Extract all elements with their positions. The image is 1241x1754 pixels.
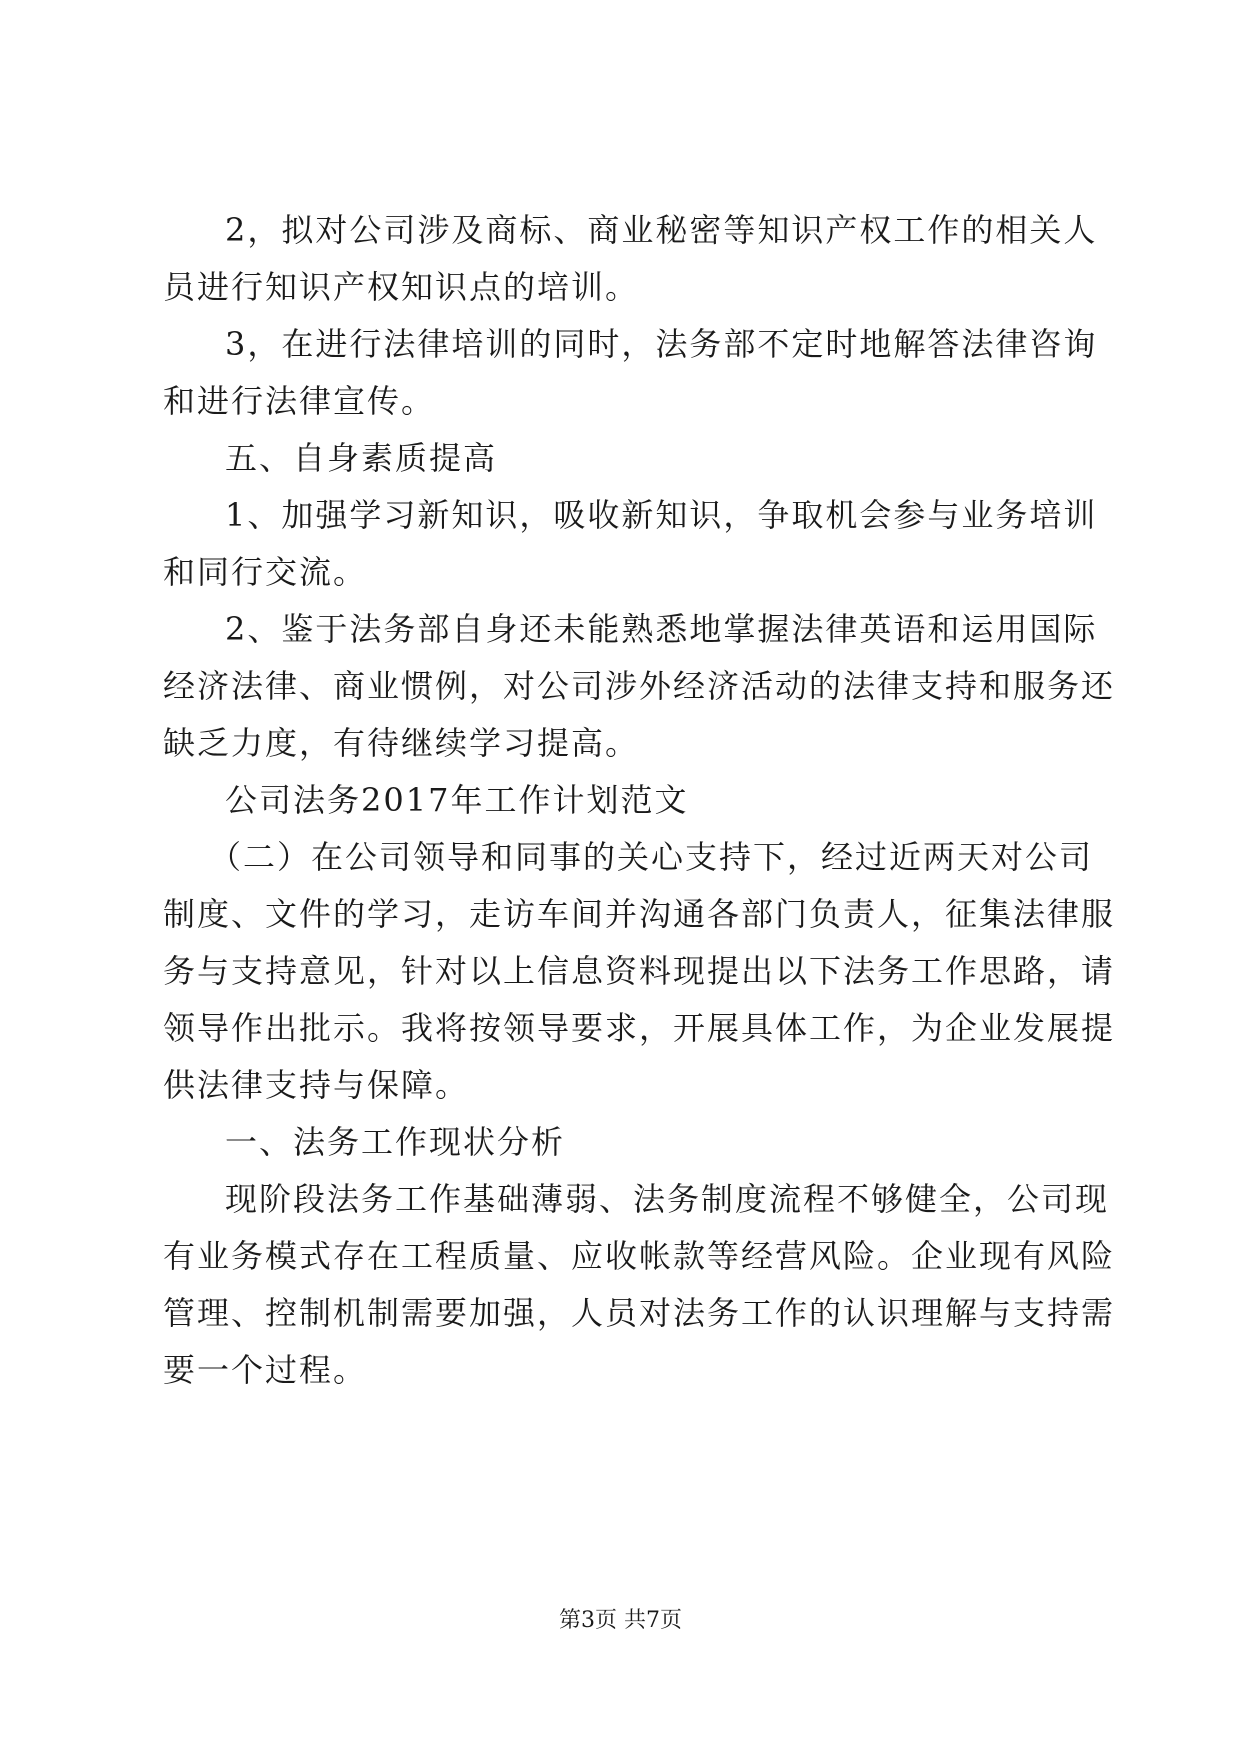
paragraph-line: 有业务模式存在工程质量、应收帐款等经营风险。企业现有风险 [163,1237,1116,1275]
paragraph-line: 缺乏力度，有待继续学习提高。 [163,724,640,762]
paragraph-line: 现阶段法务工作基础薄弱、法务制度流程不够健全，公司现 [225,1180,1110,1218]
document-subtitle: 公司法务2017年工作计划范文 [225,781,689,819]
page-number: 第3页 共7页 [559,1608,682,1633]
paragraph-line: 2、鉴于法务部自身还未能熟悉地掌握法律英语和运用国际 [225,610,1098,648]
paragraph-line: 2，拟对公司涉及商标、商业秘密等知识产权工作的相关人 [225,211,1098,249]
paragraph-line: 要一个过程。 [163,1351,368,1389]
paragraph-line: 1、加强学习新知识，吸收新知识，争取机会参与业务培训 [225,496,1098,534]
paragraph-line: 管理、控制机制需要加强，人员对法务工作的认识理解与支持需 [163,1294,1116,1332]
paragraph-line: 务与支持意见，针对以上信息资料现提出以下法务工作思路，请 [163,952,1116,990]
paragraph-line: 和进行法律宣传。 [163,382,436,420]
section-heading: 五、自身素质提高 [225,439,498,477]
paragraph-line: 制度、文件的学习，走访车间并沟通各部门负责人，征集法律服 [163,895,1116,933]
paragraph-line: 经济法律、商业惯例，对公司涉外经济活动的法律支持和服务还 [163,667,1116,705]
paragraph-line: 3，在进行法律培训的同时，法务部不定时地解答法律咨询 [225,325,1098,363]
paragraph-line: 供法律支持与保障。 [163,1066,470,1104]
paragraph-line: 员进行知识产权知识点的培训。 [163,268,640,306]
paragraph-line: （二）在公司领导和同事的关心支持下，经过近两天对公司 [209,838,1094,876]
section-heading: 一、法务工作现状分析 [225,1123,566,1161]
paragraph-line: 领导作出批示。我将按领导要求，开展具体工作，为企业发展提 [163,1009,1116,1047]
paragraph-line: 和同行交流。 [163,553,368,591]
